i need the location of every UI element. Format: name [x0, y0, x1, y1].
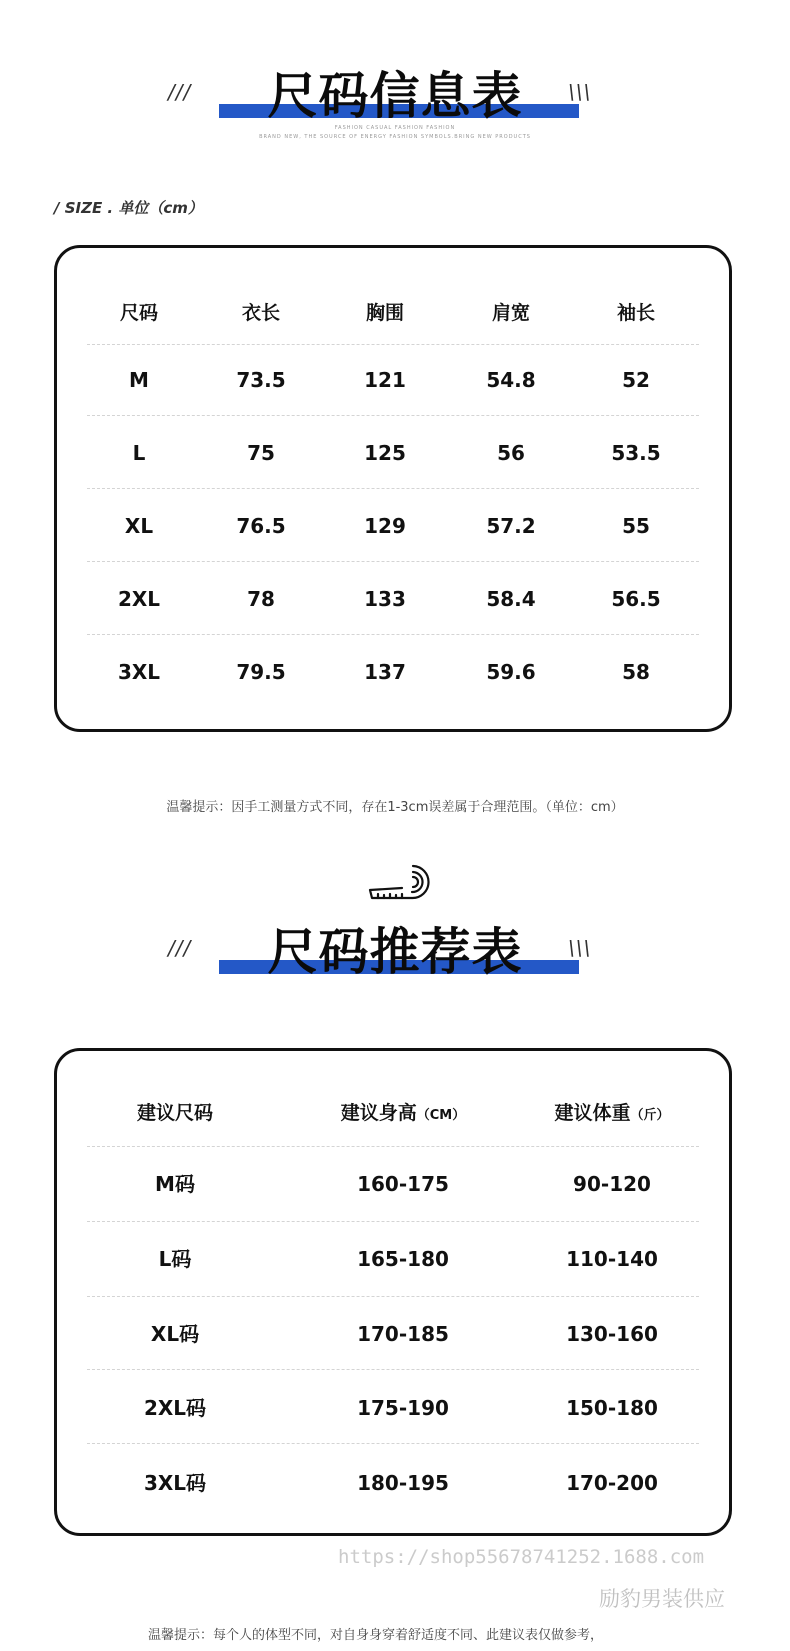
- cell-shoulder: 56: [497, 441, 525, 465]
- left-slashes-decoration: ///: [168, 80, 192, 104]
- cell-shoulder: 59.6: [486, 660, 536, 684]
- cell-suggest-size: 2XL码: [143, 1396, 207, 1420]
- tagline-line-1: FASHION CASUAL FASHION FASHION: [334, 125, 456, 131]
- table-row: [57, 584, 729, 614]
- size-unit-label: / SIZE . 单位（cm）: [54, 199, 203, 217]
- row-divider: [87, 634, 699, 635]
- cell-height-range: 165-180: [357, 1247, 449, 1271]
- cell-chest: 133: [364, 587, 406, 611]
- cell-chest: 137: [364, 660, 406, 684]
- cell-size: 2XL: [117, 587, 161, 611]
- cell-sleeve: 56.5: [611, 587, 661, 611]
- cell-height-range: 160-175: [357, 1172, 449, 1196]
- table-row: [57, 1319, 729, 1349]
- cell-weight-range: 170-200: [566, 1471, 658, 1495]
- row-divider: [87, 561, 699, 562]
- header-sleeve: 袖长: [616, 302, 656, 324]
- size-table-card: [54, 245, 732, 732]
- size-tip-text: 温馨提示：因手工测量方式不同，存在1-3cm误差属于合理范围。（单位：cm）: [166, 800, 624, 815]
- cell-shoulder: 57.2: [486, 514, 536, 538]
- cell-height-range: 170-185: [357, 1322, 449, 1346]
- header-weight-unit: （斤）: [630, 1108, 670, 1123]
- size-info-title: 尺码信息表: [267, 67, 523, 125]
- tagline-line-2: BRAND NEW, THE SOURCE OF ENERGY FASHION SYMBOLS.BRING NEW PRODUCTS: [259, 134, 531, 140]
- row-divider: [87, 488, 699, 489]
- cell-length: 78: [247, 587, 275, 611]
- row-divider: [87, 1296, 699, 1297]
- cell-sleeve: 55: [622, 514, 650, 538]
- cell-suggest-size: 3XL码: [143, 1471, 207, 1495]
- cell-weight-range: 130-160: [566, 1322, 658, 1346]
- header-height-label: 建议身高: [340, 1102, 417, 1124]
- table-row: [57, 1393, 729, 1423]
- table-row: [57, 365, 729, 395]
- cell-length: 76.5: [236, 514, 286, 538]
- cell-sleeve: 58: [622, 660, 650, 684]
- cell-length: 79.5: [236, 660, 286, 684]
- size-recommend-title: 尺码推荐表: [267, 923, 523, 981]
- cell-weight-range: 90-120: [573, 1172, 651, 1196]
- row-divider: [87, 1443, 699, 1444]
- header-chest: 胸围: [365, 302, 405, 324]
- cell-height-range: 180-195: [357, 1471, 449, 1495]
- cell-height-range: 175-190: [357, 1396, 449, 1420]
- table-row: [57, 511, 729, 541]
- table-row: [57, 438, 729, 468]
- table-row: [57, 1244, 729, 1274]
- row-divider: [87, 1146, 699, 1147]
- header-size: 尺码: [119, 302, 159, 324]
- cell-suggest-size: M码: [155, 1172, 195, 1196]
- cell-chest: 129: [364, 514, 406, 538]
- cell-size: XL: [124, 514, 154, 538]
- header-suggest-size: 建议尺码: [136, 1102, 214, 1124]
- cell-suggest-size: XL码: [150, 1322, 200, 1346]
- cell-sleeve: 52: [622, 368, 650, 392]
- cell-size: M: [129, 368, 149, 392]
- right-slashes-decoration: \\\: [568, 80, 592, 104]
- size-table-header: [57, 298, 729, 328]
- table-row: [57, 1468, 729, 1498]
- row-divider: [87, 415, 699, 416]
- row-divider: [87, 1369, 699, 1370]
- table-row: [57, 657, 729, 687]
- cell-sleeve: 53.5: [611, 441, 661, 465]
- cell-shoulder: 54.8: [486, 368, 536, 392]
- left-slashes-decoration: ///: [168, 936, 192, 960]
- cell-length: 75: [247, 441, 275, 465]
- cell-suggest-size: L码: [158, 1247, 192, 1271]
- shop-url-watermark: https://shop55678741252.1688.com: [338, 1546, 705, 1568]
- header-length: 衣长: [241, 302, 281, 324]
- right-slashes-decoration: \\\: [568, 936, 592, 960]
- header-weight-label: 建议体重: [554, 1102, 631, 1124]
- table-row: [57, 1169, 729, 1199]
- cell-chest: 125: [364, 441, 406, 465]
- header-suggest-height: [341, 1098, 466, 1131]
- cell-size: 3XL: [117, 660, 161, 684]
- shop-name-watermark: 励豹男装供应: [599, 1587, 725, 1611]
- cell-chest: 121: [364, 368, 406, 392]
- header-suggest-weight: [554, 1098, 669, 1131]
- cell-shoulder: 58.4: [486, 587, 536, 611]
- recommend-table-card: [54, 1048, 732, 1536]
- recommend-table-header: [57, 1098, 729, 1128]
- row-divider: [87, 1221, 699, 1222]
- header-shoulder: 肩宽: [491, 302, 531, 324]
- measuring-tape-icon: [368, 862, 430, 904]
- header-height-unit: （CM）: [416, 1108, 466, 1123]
- recommend-tip-text: 温馨提示：每个人的体型不同，对自身身穿着舒适度不同、此建议表仅做参考，: [148, 1628, 604, 1643]
- cell-size: L: [132, 441, 146, 465]
- row-divider: [87, 344, 699, 345]
- cell-weight-range: 150-180: [566, 1396, 658, 1420]
- cell-weight-range: 110-140: [566, 1247, 658, 1271]
- cell-length: 73.5: [236, 368, 286, 392]
